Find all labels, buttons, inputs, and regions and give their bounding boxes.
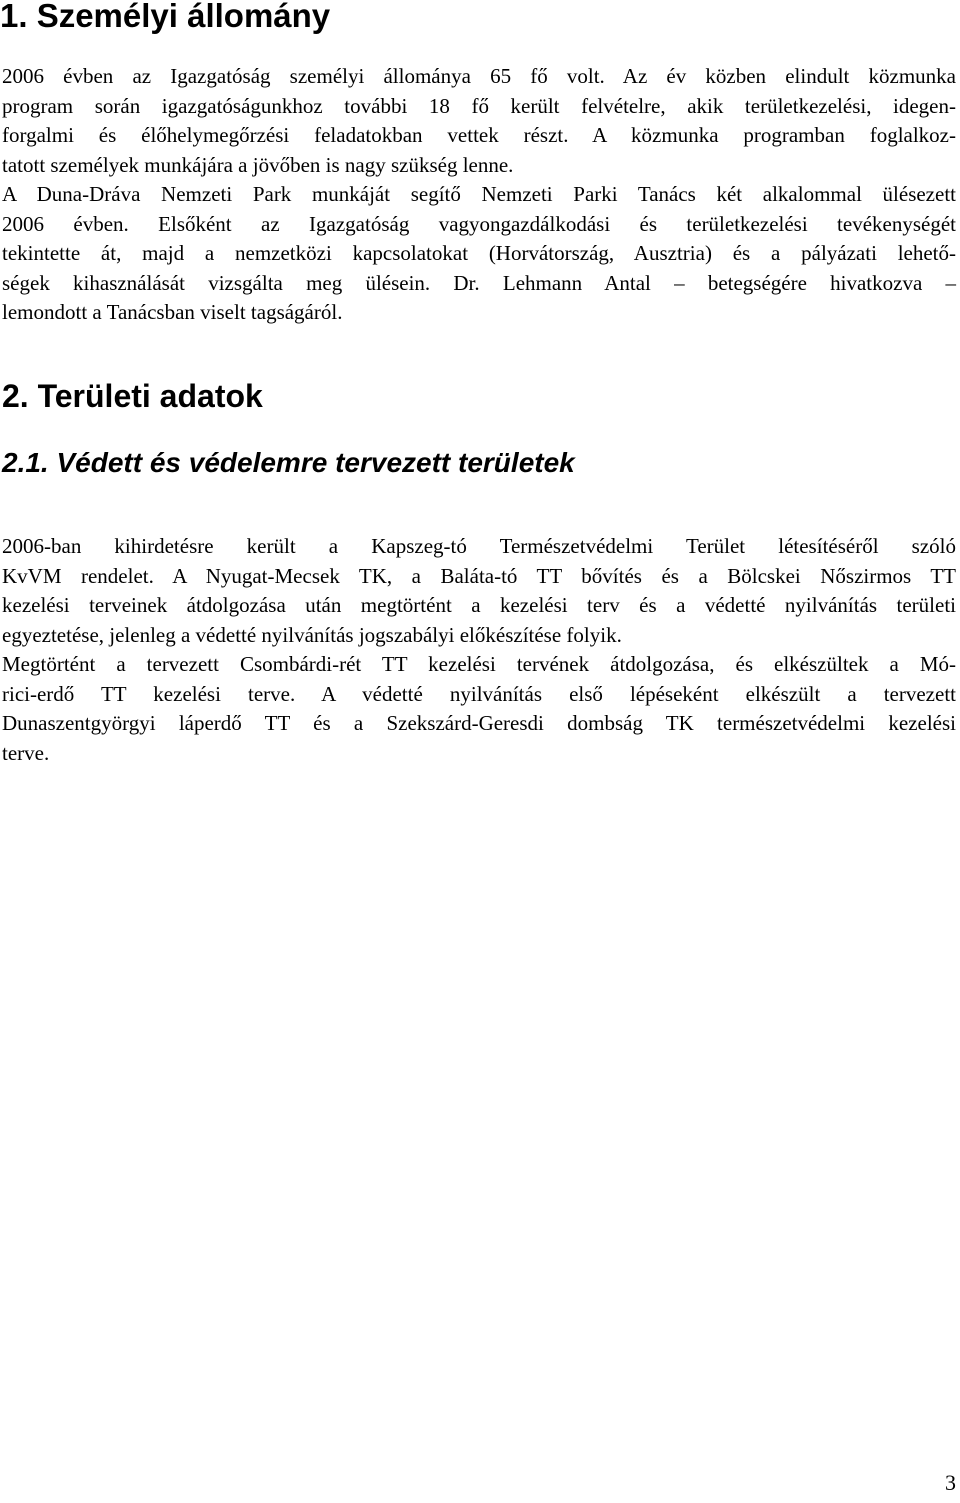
paragraph-line: program során igazgatóságunkhoz további 18 fő került felvételre, akik területkezelési, idegen-	[2, 93, 956, 118]
paragraph-line: A Duna-Dráva Nemzeti Park munkáját segítő Nemzeti Parki Tanács két alkalommal ülésezett	[2, 182, 956, 206]
paragraph-line: 2006-ban kihirdetésre került a Kapszeg-tó Természetvédelmi Terület létesítéséről szóló	[2, 534, 956, 558]
paragraph-line: kezelési terveinek átdolgozása után megtörtént a kezelési terv és a védetté nyilvánítás területi	[2, 593, 956, 617]
paragraph-line: forgalmi és élőhelymegőrzési feladatokban vettek részt. A közmunka programban foglalkoz-	[2, 123, 956, 147]
paragraph-line: 2006 évben. Elsőként az Igazgatóság vagyongazdálkodási és területkezelési tevékenységét	[2, 211, 956, 236]
paragraph-line: 2006 évben az Igazgatóság személyi állománya 65 fő volt. Az év közben elindult közmunka	[2, 64, 956, 88]
paragraph-line: ségek kihasználását vizsgálta meg ülésein. Dr. Lehmann Antal – betegségére hivatkozva –	[2, 270, 956, 295]
paragraph-line: KvVM rendelet. A Nyugat-Mecsek TK, a Baláta-tó TT bővítés és a Bölcskei Nőszirmos TT	[2, 563, 956, 588]
page-number: 3	[945, 1470, 956, 1495]
section-2-1-paragraph	[2, 532, 956, 768]
paragraph-line: terve.	[2, 740, 50, 765]
paragraph-line: lemondott a Tanácsban viselt tagságáról.	[2, 300, 343, 324]
paragraph-line: Dunaszentgyörgyi láperdő TT és a Szekszárd-Geresdi dombság TK természetvédelmi kezelési	[2, 711, 956, 735]
paragraph-line: Megtörtént a tervezett Csombárdi-rét TT kezelési tervének átdolgozása, és elkészültek a Mó-	[2, 652, 956, 676]
paragraph-line: rici-erdő TT kezelési terve. A védetté nyilvánítás első lépéseként elkészült a tervezett	[2, 681, 956, 706]
paragraph-line: egyeztetése, jelenleg a védetté nyilvánítás jogszabályi előkészítése folyik.	[2, 622, 622, 647]
section-2-1-heading: 2.1. Védett és védelemre tervezett területek	[2, 447, 575, 478]
paragraph-line: tekintette át, majd a nemzetközi kapcsolatokat (Horvátország, Ausztria) és a pályázati lehető-	[2, 241, 956, 265]
paragraph-line: tatott személyek munkájára a jövőben is nagy szükség lenne.	[2, 152, 514, 177]
section-1-paragraph	[2, 62, 956, 328]
section-1-heading: 1. Személyi állomány	[0, 0, 331, 34]
section-2-heading: 2. Területi adatok	[2, 378, 263, 414]
